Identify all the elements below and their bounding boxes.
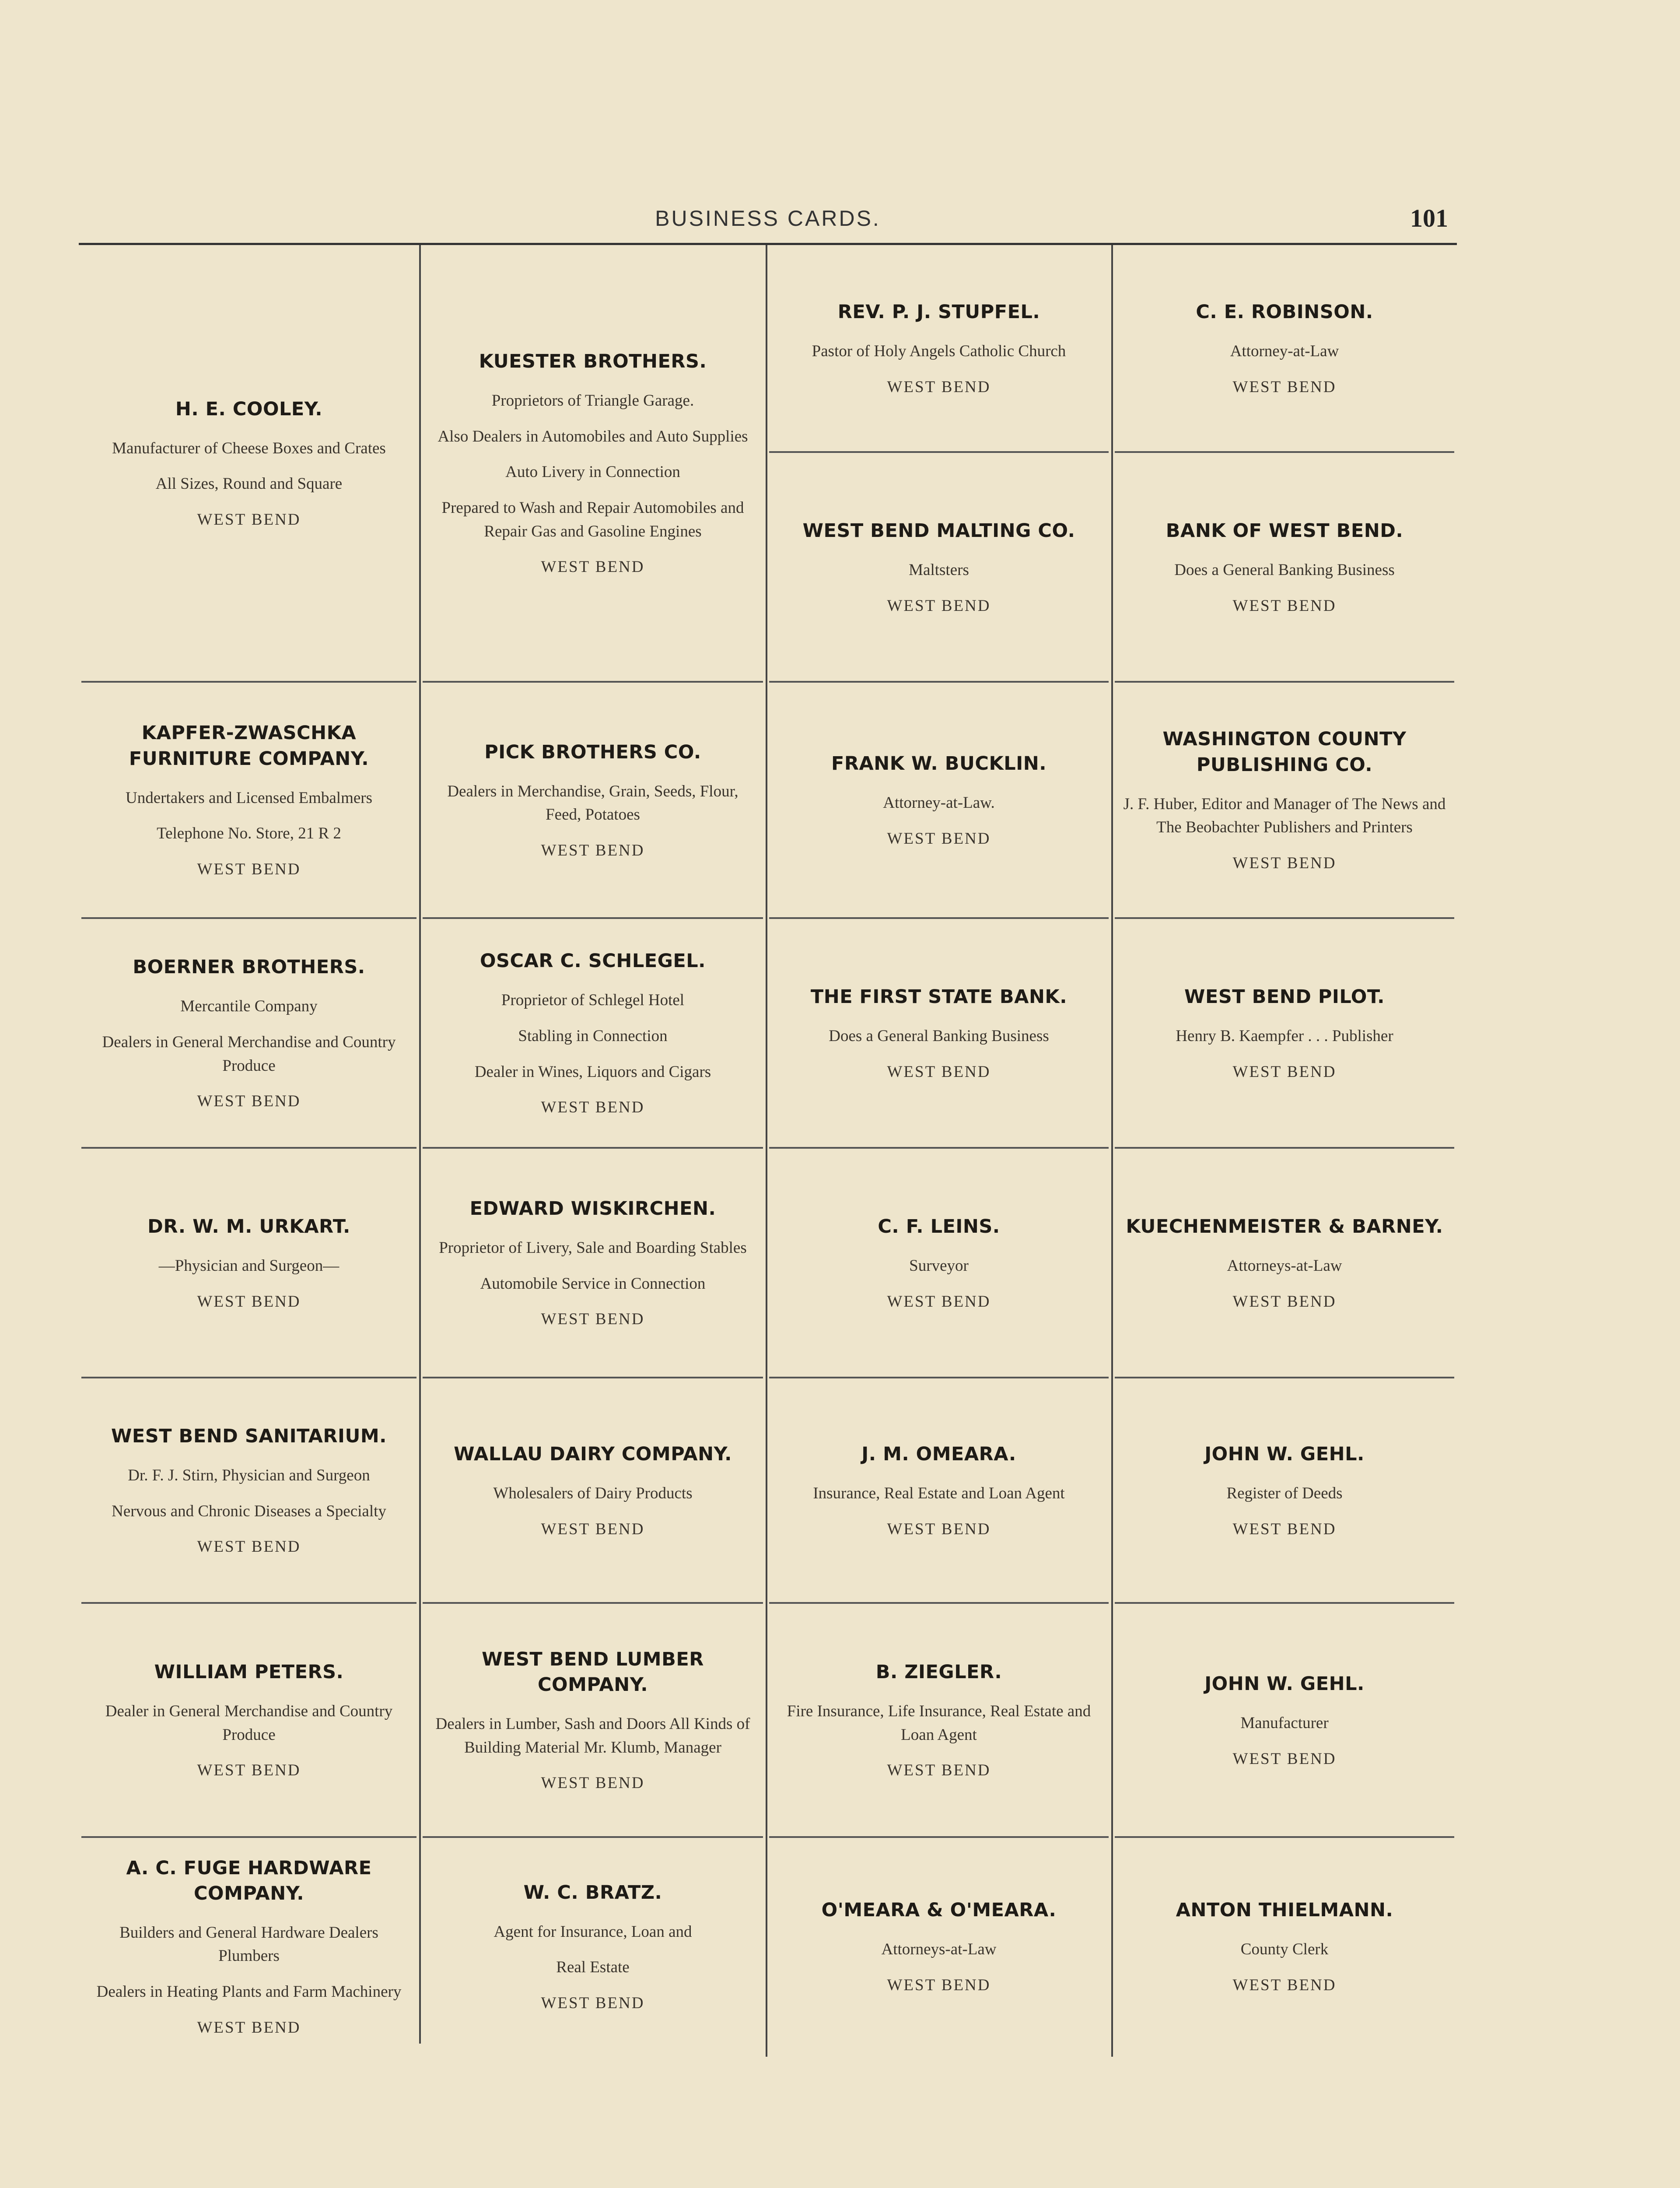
business-location: WEST BEND (541, 1098, 645, 1117)
business-description: Does a General Banking Business (829, 1027, 1049, 1045)
business-description: Manufacturer of Cheese Boxes and Crates (112, 439, 386, 457)
business-location: WEST BEND (1232, 854, 1337, 872)
business-description: Dr. F. J. Stirn, Physician and Surgeon (128, 1466, 370, 1485)
business-card (766, 683, 1111, 919)
business-name: WEST BEND MALTING CO. (802, 519, 1075, 542)
business-location: WEST BEND (197, 1292, 301, 1311)
business-description: Dealer in General Merchandise and Country Produce (105, 1702, 393, 1744)
business-description: Proprietors of Triangle Garage. (491, 392, 694, 410)
business-card (766, 1604, 1111, 1838)
business-name: THE FIRST STATE BANK. (810, 985, 1068, 1008)
business-location: WEST BEND (887, 1761, 991, 1780)
business-name: WEST BEND LUMBER COMPANY. (482, 1648, 704, 1696)
business-card (420, 683, 766, 919)
business-location: WEST BEND (887, 1976, 991, 1995)
business-description: Does a General Banking Business (1174, 561, 1395, 579)
business-name: WEST BEND SANITARIUM. (111, 1425, 387, 1448)
business-description: Attorneys-at-Law (1227, 1256, 1342, 1275)
business-description: Dealers in Merchandise, Grain, Seeds, Flour, Feed, Potatoes (447, 782, 738, 824)
page-header (79, 201, 1457, 241)
business-location: WEST BEND (1232, 1750, 1337, 1768)
business-card (79, 683, 419, 919)
business-location: WEST BEND (541, 1520, 645, 1538)
business-description: Dealers in Lumber, Sash and Doors All Kinds of Building Material Mr. Klumb, Manager (435, 1715, 750, 1757)
business-location: WEST BEND (887, 1520, 991, 1538)
business-card (79, 1838, 419, 2057)
business-description: Auto Livery in Connection (505, 463, 680, 481)
business-location: WEST BEND (887, 1292, 991, 1311)
business-description: —Physician and Surgeon— (158, 1256, 340, 1275)
business-description: County Clerk (1240, 1940, 1329, 1959)
business-location: WEST BEND (541, 1310, 645, 1329)
business-description: Insurance, Real Estate and Loan Agent (813, 1484, 1065, 1502)
business-name: WILLIAM PETERS. (154, 1661, 344, 1683)
business-name: H. E. COOLEY. (175, 398, 323, 420)
business-description: Fire Insurance, Life Insurance, Real Estate and Loan Agent (787, 1702, 1091, 1744)
business-location: WEST BEND (887, 1062, 991, 1081)
business-description: Manufacturer (1240, 1714, 1329, 1732)
business-description: Proprietor of Schlegel Hotel (501, 991, 685, 1010)
business-description: Automobile Service in Connection (480, 1274, 706, 1293)
business-description: Prepared to Wash and Repair Automobiles and Repair Gas and Gasoline Engines (441, 499, 744, 540)
page-title: BUSINESS CARDS. (655, 206, 881, 231)
business-name: KAPFER-ZWASCHKA FURNITURE COMPANY. (129, 722, 369, 770)
business-card (79, 245, 419, 683)
business-card (420, 1604, 766, 1838)
business-location: WEST BEND (197, 1761, 301, 1780)
business-location: WEST BEND (197, 860, 301, 878)
business-card (766, 1378, 1111, 1604)
business-card (1112, 245, 1457, 453)
business-name: KUECHENMEISTER & BARNEY. (1126, 1215, 1443, 1238)
business-location: WEST BEND (197, 1092, 301, 1111)
business-location: WEST BEND (541, 1774, 645, 1792)
business-card (420, 1378, 766, 1604)
business-location: WEST BEND (541, 558, 645, 576)
business-card (766, 919, 1111, 1149)
business-card (1112, 919, 1457, 1149)
business-description: Mercantile Company (180, 997, 318, 1016)
business-card (1112, 683, 1457, 919)
business-name: EDWARD WISKIRCHEN. (469, 1198, 716, 1220)
business-description: Dealer in Wines, Liquors and Cigars (474, 1062, 711, 1081)
card-column (79, 245, 419, 2057)
business-description: Proprietor of Livery, Sale and Boarding Stables (439, 1239, 747, 1257)
business-location: WEST BEND (541, 841, 645, 859)
business-name: DR. W. M. URKART. (147, 1215, 350, 1238)
card-column (1112, 245, 1457, 2057)
business-name: C. F. LEINS. (878, 1215, 1000, 1238)
business-description: Dealers in Heating Plants and Farm Machinery (96, 1983, 402, 2001)
business-name: ANTON THIELMANN. (1176, 1899, 1393, 1922)
business-card (1112, 1838, 1457, 2057)
business-location: WEST BEND (1232, 378, 1337, 396)
business-description: Builders and General Hardware Dealers Plumbers (119, 1923, 378, 1965)
business-description: Agent for Insurance, Loan and (494, 1922, 692, 1941)
business-location: WEST BEND (197, 1538, 301, 1556)
business-description: Real Estate (556, 1958, 630, 1977)
business-cards-grid (79, 245, 1457, 2057)
business-location: WEST BEND (887, 830, 991, 848)
business-card (1112, 1604, 1457, 1838)
business-description: Undertakers and Licensed Embalmers (125, 789, 373, 807)
business-name: JOHN W. GEHL. (1204, 1443, 1365, 1465)
business-description: Surveyor (909, 1256, 969, 1275)
business-card (420, 1838, 766, 2057)
business-description: Henry B. Kaempfer . . . Publisher (1176, 1027, 1393, 1045)
business-name: WALLAU DAIRY COMPANY. (454, 1443, 732, 1465)
business-description: J. F. Huber, Editor and Manager of The News and The Beobachter Publishers and Printers (1123, 795, 1446, 837)
business-location: WEST BEND (887, 596, 991, 615)
business-name: BOERNER BROTHERS. (133, 956, 365, 978)
business-name: A. C. FUGE HARDWARE COMPANY. (126, 1857, 372, 1904)
business-card (420, 245, 766, 683)
business-location: WEST BEND (1232, 1520, 1337, 1538)
business-card (766, 1838, 1111, 2057)
business-name: PICK BROTHERS CO. (484, 741, 701, 763)
card-column (420, 245, 766, 2057)
business-location: WEST BEND (1232, 1292, 1337, 1311)
business-name: JOHN W. GEHL. (1204, 1673, 1365, 1695)
business-description: Attorneys-at-Law (881, 1940, 997, 1959)
business-description: All Sizes, Round and Square (155, 475, 343, 493)
business-card (766, 453, 1111, 683)
business-description: Dealers in General Merchandise and Country Produce (102, 1033, 396, 1075)
page-number: 101 (1410, 204, 1448, 232)
business-location: WEST BEND (197, 2018, 301, 2037)
business-description: Telephone No. Store, 21 R 2 (157, 824, 341, 843)
business-name: B. ZIEGLER. (875, 1661, 1002, 1683)
business-description: Attorney-at-Law. (883, 794, 995, 812)
business-location: WEST BEND (887, 378, 991, 396)
business-card (1112, 1149, 1457, 1378)
business-card (79, 919, 419, 1149)
business-location: WEST BEND (1232, 1976, 1337, 1995)
business-name: OSCAR C. SCHLEGEL. (480, 950, 706, 972)
business-description: Stabling in Connection (518, 1027, 668, 1045)
business-card (766, 1149, 1111, 1378)
business-card (1112, 453, 1457, 683)
business-name: J. M. OMEARA. (861, 1443, 1016, 1465)
business-description: Wholesalers of Dairy Products (493, 1484, 693, 1502)
business-location: WEST BEND (197, 510, 301, 529)
business-name: WASHINGTON COUNTY PUBLISHING CO. (1162, 728, 1407, 776)
business-description: Nervous and Chronic Diseases a Specialty (112, 1502, 386, 1520)
business-card (766, 245, 1111, 453)
business-card (79, 1149, 419, 1378)
business-description: Attorney-at-Law (1230, 342, 1339, 360)
business-name: KUESTER BROTHERS. (479, 351, 707, 373)
business-card (1112, 1378, 1457, 1604)
business-card (79, 1604, 419, 1838)
card-column (766, 245, 1111, 2057)
business-name: FRANK W. BUCKLIN. (831, 753, 1047, 775)
business-name: C. E. ROBINSON. (1196, 301, 1373, 323)
business-description: Maltsters (909, 561, 969, 579)
business-location: WEST BEND (541, 1994, 645, 2012)
business-location: WEST BEND (1232, 596, 1337, 615)
business-location: WEST BEND (1232, 1062, 1337, 1081)
business-description: Register of Deeds (1226, 1484, 1343, 1502)
business-card (420, 919, 766, 1149)
business-name: WEST BEND PILOT. (1184, 985, 1385, 1008)
business-name: BANK OF WEST BEND. (1166, 519, 1404, 542)
business-card (420, 1149, 766, 1378)
business-description: Pastor of Holy Angels Catholic Church (812, 342, 1066, 360)
business-name: W. C. BRATZ. (523, 1881, 662, 1904)
business-name: REV. P. J. STUPFEL. (837, 301, 1040, 323)
business-description: Also Dealers in Automobiles and Auto Supplies (438, 427, 748, 445)
business-card (79, 1378, 419, 1604)
business-name: O'MEARA & O'MEARA. (821, 1899, 1057, 1922)
